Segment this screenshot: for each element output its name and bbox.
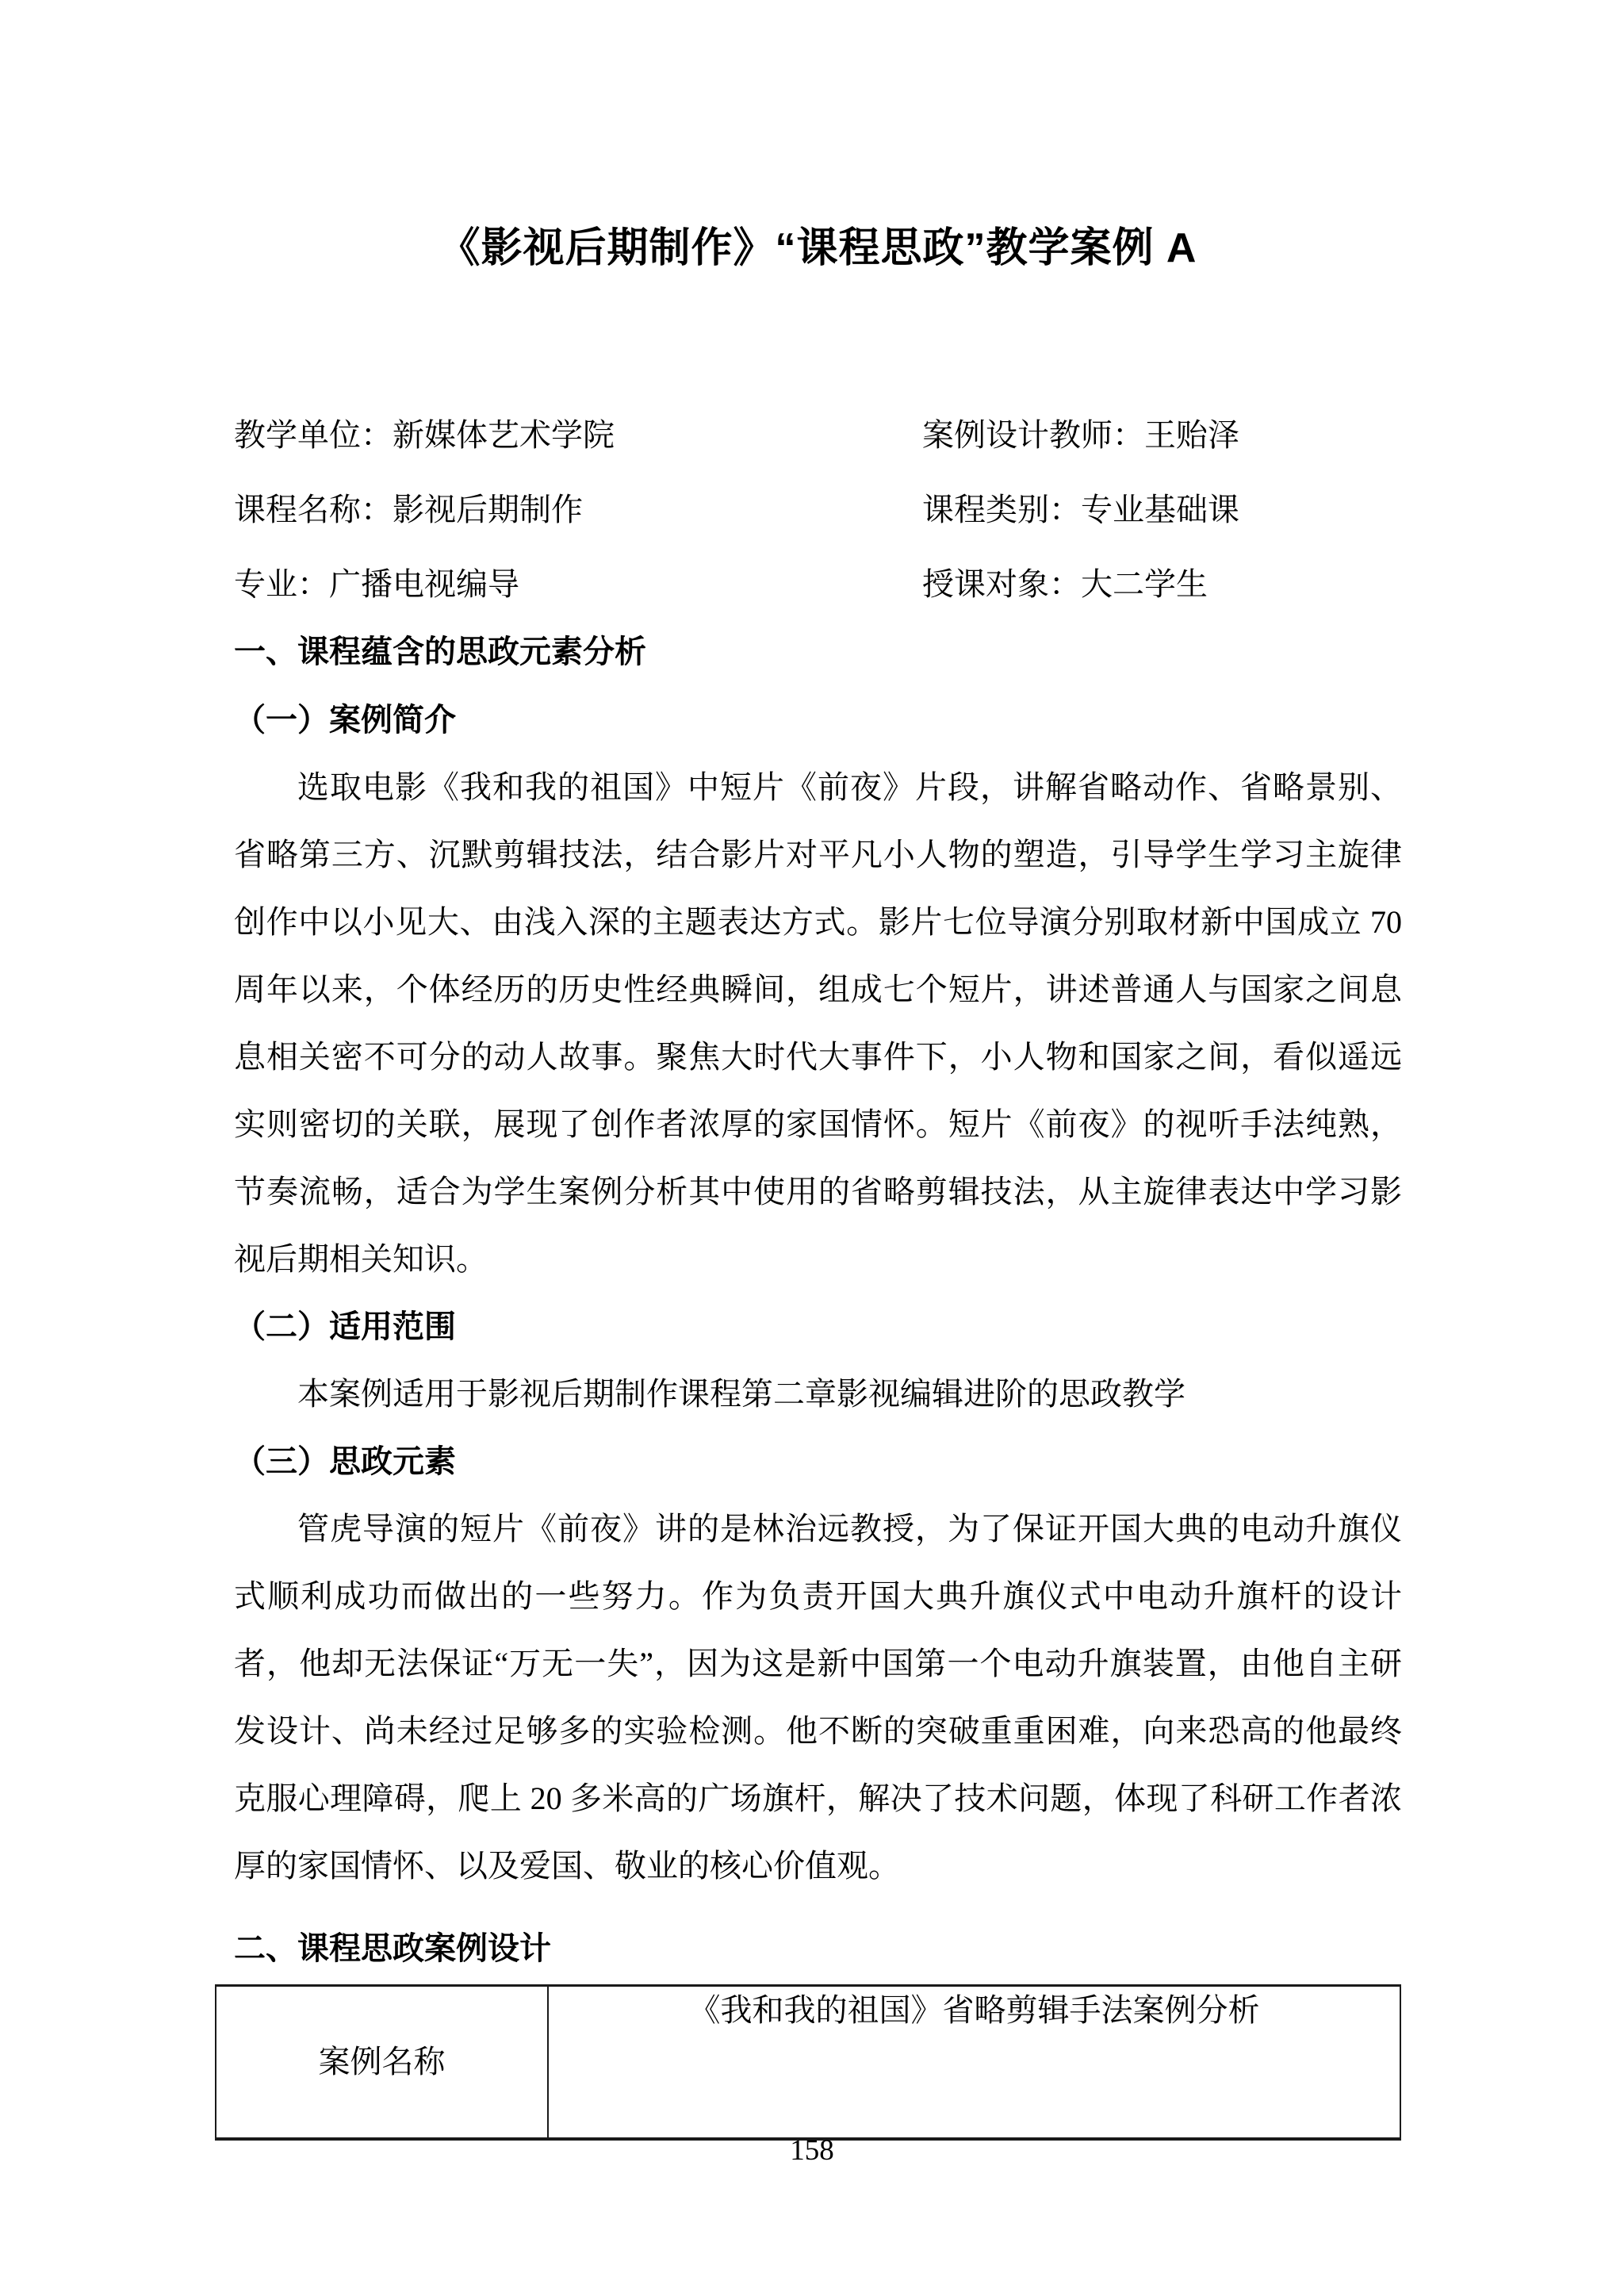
subsection-1-heading: （一）案例简介 — [234, 702, 456, 738]
section-2-heading: 二、课程思政案例设计 — [234, 1931, 551, 1966]
document-body — [234, 619, 1402, 2141]
ideology-elements-paragraph: 管虎导演的短片《前夜》讲的是林治远教授，为了保证开国大典的电动升旗仪式顺利成功而做出的一些努力。作为负责开国大典升旗仪式中电动升旗杆的设计者，他却无法保证“万无一失”，因为这是新中国第一个电动升旗装置，由他自主研发设计、尚未经过足够多的实验检测。他不断的突破重重困难，向来恐高的他最终克服心理障碍，爬上 20 多米高的广场旗杆，解决了技术问题，体现了科研工作者浓厚的家国情怀、以及爱国、敬业的核心价值观。 — [234, 1511, 1402, 1884]
metadata-row — [234, 470, 1402, 544]
audience-field: 授课对象：大二学生 — [922, 565, 1208, 602]
subsection-3-heading: （三）思政元素 — [234, 1443, 456, 1479]
metadata-block — [234, 395, 1402, 619]
metadata-row — [234, 544, 1402, 619]
course-category-field: 课程类别：专业基础课 — [922, 491, 1239, 527]
scope-paragraph: 本案例适用于影视后期制作课程第二章影视编辑进阶的思政教学 — [297, 1376, 1185, 1412]
table-row — [216, 1986, 1400, 2140]
case-name-value-cell: 《我和我的祖国》省略剪辑手法案例分析 — [548, 1986, 1400, 2140]
course-name-field: 课程名称：影视后期制作 — [234, 491, 583, 527]
subsection-2-heading: （二）适用范围 — [234, 1309, 456, 1344]
page-number: 158 — [790, 2134, 834, 2167]
section-1-heading: 一、课程蕴含的思政元素分析 — [234, 634, 646, 669]
case-name-label-cell: 案例名称 — [216, 1986, 548, 2140]
document-title: 《影视后期制作》“课程思政”教学案例 A — [439, 225, 1197, 271]
case-design-table — [215, 1984, 1401, 2141]
teaching-unit-field: 教学单位：新媒体艺术学院 — [234, 416, 615, 453]
case-intro-paragraph: 选取电影《我和我的祖国》中短片《前夜》片段，讲解省略动作、省略景别、省略第三方、沉默剪辑技法，结合影片对平凡小人物的塑造，引导学生学习主旋律创作中以小见大、由浅入深的主题表达方式。影片七位导演分别取材新中国成立 70 周年以来，个体经历的历史性经典瞬间，组成七个短片，讲述普通人与国家之间息息相关密不可分的动人故事。聚焦大时代大事件下，小人物和国家之间，看似遥远实则密切的关联，展现了创作者浓厚的家国情怀。短片《前夜》的视听手法纯熟，节奏流畅，适合为学生案例分析其中使用的省略剪辑技法，从主旋律表达中学习影视后期相关知识。 — [234, 769, 1402, 1277]
case-designer-field: 案例设计教师：王贻泽 — [922, 416, 1239, 453]
metadata-row — [234, 395, 1402, 470]
major-field: 专业：广播电视编导 — [234, 565, 519, 602]
